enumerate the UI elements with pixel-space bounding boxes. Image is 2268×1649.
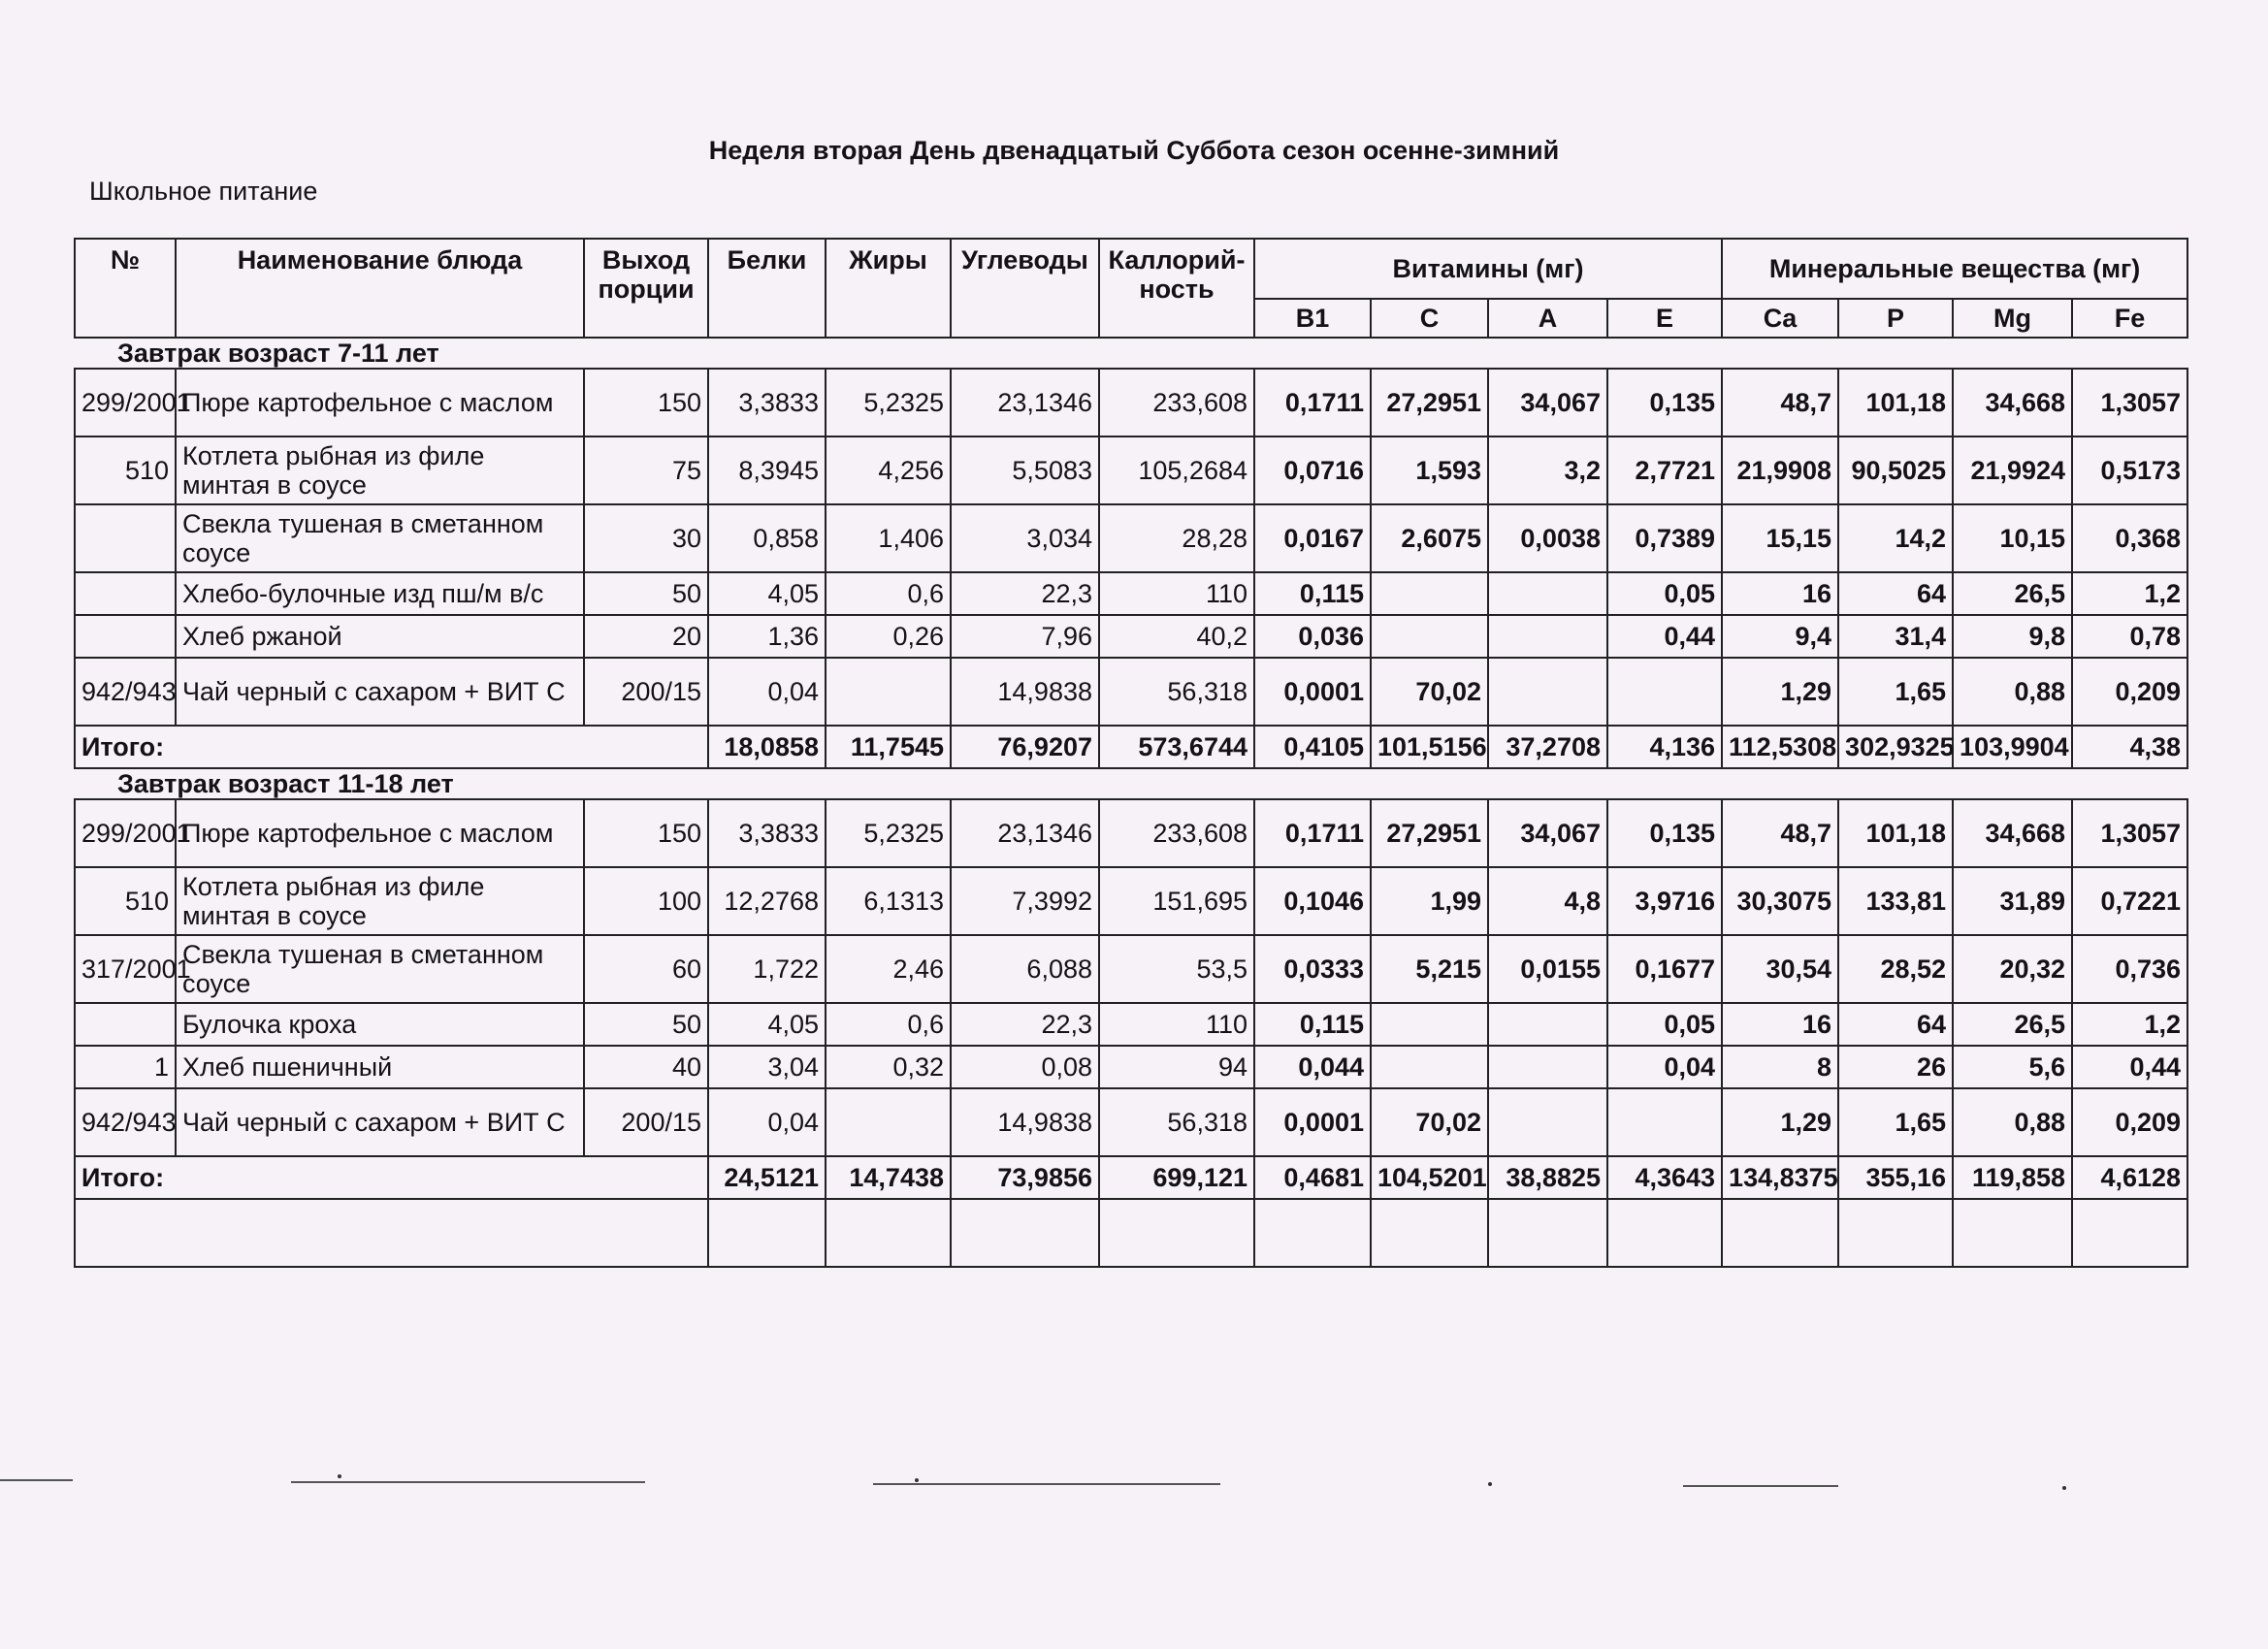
cell-mg: 26,5 xyxy=(1953,1003,2072,1046)
total-a: 38,8825 xyxy=(1488,1156,1607,1199)
dish-number: 1 xyxy=(75,1046,176,1088)
cell-p: 64 xyxy=(1838,1003,1953,1046)
cell-fe: 0,44 xyxy=(2072,1046,2187,1088)
cell-fe: 0,209 xyxy=(2072,658,2187,726)
cell-kcal: 110 xyxy=(1099,572,1254,615)
cell-fat: 1,406 xyxy=(826,504,951,572)
dish-name: Свекла тушеная в сметанном соусе xyxy=(176,504,584,572)
cell-fe: 0,7221 xyxy=(2072,867,2187,935)
cell-e xyxy=(1607,658,1722,726)
cell-e: 0,44 xyxy=(1607,615,1722,658)
cell-carbs: 22,3 xyxy=(951,572,1099,615)
cell-a xyxy=(1488,572,1607,615)
cell-fe: 0,78 xyxy=(2072,615,2187,658)
cell-portion: 30 xyxy=(584,504,708,572)
header-fat: Жиры xyxy=(826,239,951,338)
dish-number: 317/2001 xyxy=(75,935,176,1003)
cell-ca: 1,29 xyxy=(1722,1088,1838,1156)
cell-portion: 100 xyxy=(584,867,708,935)
cell-c: 27,2951 xyxy=(1371,799,1488,867)
header-mg: Mg xyxy=(1953,299,2072,338)
cell-ca: 21,9908 xyxy=(1722,436,1838,504)
cell-b1: 0,0333 xyxy=(1254,935,1371,1003)
header-vitamins: Витамины (мг) xyxy=(1254,239,1722,299)
cell-carbs: 23,1346 xyxy=(951,369,1099,436)
cell-c: 70,02 xyxy=(1371,658,1488,726)
dish-name: Пюре картофельное с маслом xyxy=(176,369,584,436)
cell-e: 0,04 xyxy=(1607,1046,1722,1088)
total-label: Итого: xyxy=(75,1156,708,1199)
scan-line xyxy=(0,1479,73,1481)
scan-line xyxy=(1683,1485,1838,1487)
cell-protein: 0,04 xyxy=(708,1088,826,1156)
cell-carbs: 3,034 xyxy=(951,504,1099,572)
cell-protein: 0,858 xyxy=(708,504,826,572)
cell-e: 0,05 xyxy=(1607,572,1722,615)
cell-b1: 0,1711 xyxy=(1254,369,1371,436)
scan-line xyxy=(873,1483,1220,1485)
cell-b1: 0,0001 xyxy=(1254,1088,1371,1156)
header-carbs: Углеводы xyxy=(951,239,1099,338)
cell-carbs: 5,5083 xyxy=(951,436,1099,504)
cell-fe: 0,209 xyxy=(2072,1088,2187,1156)
dish-number xyxy=(75,572,176,615)
cell-c: 2,6075 xyxy=(1371,504,1488,572)
total-c: 101,5156 xyxy=(1371,726,1488,768)
cell-kcal: 110 xyxy=(1099,1003,1254,1046)
cell-e: 0,135 xyxy=(1607,369,1722,436)
total-ca: 112,5308 xyxy=(1722,726,1838,768)
empty-cell xyxy=(2072,1199,2187,1267)
total-protein: 24,5121 xyxy=(708,1156,826,1199)
cell-p: 26 xyxy=(1838,1046,1953,1088)
cell-b1: 0,0167 xyxy=(1254,504,1371,572)
cell-b1: 0,0716 xyxy=(1254,436,1371,504)
cell-mg: 5,6 xyxy=(1953,1046,2072,1088)
cell-protein: 1,36 xyxy=(708,615,826,658)
cell-p: 1,65 xyxy=(1838,658,1953,726)
cell-mg: 0,88 xyxy=(1953,1088,2072,1156)
section-row xyxy=(75,768,2187,799)
cell-ca: 9,4 xyxy=(1722,615,1838,658)
cell-a xyxy=(1488,658,1607,726)
cell-fat: 5,2325 xyxy=(826,369,951,436)
empty-cell xyxy=(1488,1199,1607,1267)
cell-fat: 0,26 xyxy=(826,615,951,658)
cell-carbs: 0,08 xyxy=(951,1046,1099,1088)
cell-mg: 34,668 xyxy=(1953,799,2072,867)
table-row xyxy=(75,799,2187,867)
cell-mg: 34,668 xyxy=(1953,369,2072,436)
cell-b1: 0,1711 xyxy=(1254,799,1371,867)
header-ca: Ca xyxy=(1722,299,1838,338)
cell-c: 5,215 xyxy=(1371,935,1488,1003)
cell-kcal: 233,608 xyxy=(1099,369,1254,436)
cell-p: 64 xyxy=(1838,572,1953,615)
header-row xyxy=(75,239,2187,299)
empty-cell xyxy=(708,1199,826,1267)
total-carbs: 73,9856 xyxy=(951,1156,1099,1199)
total-fat: 14,7438 xyxy=(826,1156,951,1199)
total-kcal: 699,121 xyxy=(1099,1156,1254,1199)
cell-b1: 0,115 xyxy=(1254,1003,1371,1046)
cell-ca: 8 xyxy=(1722,1046,1838,1088)
empty-cell xyxy=(1254,1199,1371,1267)
cell-carbs: 23,1346 xyxy=(951,799,1099,867)
total-c: 104,5201 xyxy=(1371,1156,1488,1199)
total-ca: 134,8375 xyxy=(1722,1156,1838,1199)
total-kcal: 573,6744 xyxy=(1099,726,1254,768)
cell-protein: 4,05 xyxy=(708,572,826,615)
cell-kcal: 40,2 xyxy=(1099,615,1254,658)
cell-ca: 48,7 xyxy=(1722,799,1838,867)
empty-row xyxy=(75,1199,2187,1267)
cell-p: 101,18 xyxy=(1838,369,1953,436)
cell-portion: 20 xyxy=(584,615,708,658)
total-mg: 119,858 xyxy=(1953,1156,2072,1199)
dish-number xyxy=(75,615,176,658)
cell-portion: 40 xyxy=(584,1046,708,1088)
cell-a: 4,8 xyxy=(1488,867,1607,935)
total-fe: 4,38 xyxy=(2072,726,2187,768)
table-body xyxy=(75,338,2187,1267)
cell-e: 2,7721 xyxy=(1607,436,1722,504)
dish-name: Пюре картофельное с маслом xyxy=(176,799,584,867)
dish-number: 299/2001 xyxy=(75,799,176,867)
cell-b1: 0,0001 xyxy=(1254,658,1371,726)
dish-name: Чай черный с сахаром + ВИТ С xyxy=(176,1088,584,1156)
cell-fat xyxy=(826,1088,951,1156)
cell-fat: 0,32 xyxy=(826,1046,951,1088)
header-a: A xyxy=(1488,299,1607,338)
cell-a: 34,067 xyxy=(1488,799,1607,867)
cell-ca: 16 xyxy=(1722,1003,1838,1046)
cell-b1: 0,044 xyxy=(1254,1046,1371,1088)
table-row xyxy=(75,935,2187,1003)
cell-b1: 0,036 xyxy=(1254,615,1371,658)
cell-carbs: 14,9838 xyxy=(951,658,1099,726)
cell-ca: 48,7 xyxy=(1722,369,1838,436)
dish-number: 942/943 xyxy=(75,658,176,726)
cell-carbs: 22,3 xyxy=(951,1003,1099,1046)
cell-a: 34,067 xyxy=(1488,369,1607,436)
cell-protein: 4,05 xyxy=(708,1003,826,1046)
cell-carbs: 14,9838 xyxy=(951,1088,1099,1156)
cell-c xyxy=(1371,572,1488,615)
header-minerals: Минеральные вещества (мг) xyxy=(1722,239,2187,299)
table-row xyxy=(75,867,2187,935)
dish-name: Котлета рыбная из филе минтая в соусе xyxy=(176,867,584,935)
cell-fe: 0,736 xyxy=(2072,935,2187,1003)
cell-a: 0,0038 xyxy=(1488,504,1607,572)
total-e: 4,3643 xyxy=(1607,1156,1722,1199)
cell-fe: 1,2 xyxy=(2072,1003,2187,1046)
total-row xyxy=(75,726,2187,768)
cell-fe: 1,3057 xyxy=(2072,799,2187,867)
cell-fe: 0,368 xyxy=(2072,504,2187,572)
table-row xyxy=(75,572,2187,615)
dish-name: Хлебо-булочные изд пш/м в/с xyxy=(176,572,584,615)
scan-dot xyxy=(915,1478,919,1482)
cell-ca: 30,54 xyxy=(1722,935,1838,1003)
empty-cell xyxy=(1099,1199,1254,1267)
cell-kcal: 105,2684 xyxy=(1099,436,1254,504)
header-b1: B1 xyxy=(1254,299,1371,338)
header-portion: Выход порции xyxy=(584,239,708,338)
cell-kcal: 56,318 xyxy=(1099,1088,1254,1156)
dish-name: Булочка кроха xyxy=(176,1003,584,1046)
dish-number xyxy=(75,504,176,572)
cell-portion: 75 xyxy=(584,436,708,504)
cell-fat: 0,6 xyxy=(826,572,951,615)
dish-number: 510 xyxy=(75,867,176,935)
cell-e: 3,9716 xyxy=(1607,867,1722,935)
empty-cell xyxy=(951,1199,1099,1267)
section-row xyxy=(75,338,2187,369)
table-row xyxy=(75,658,2187,726)
cell-fat: 5,2325 xyxy=(826,799,951,867)
cell-e: 0,1677 xyxy=(1607,935,1722,1003)
cell-fat: 6,1313 xyxy=(826,867,951,935)
cell-c xyxy=(1371,1046,1488,1088)
cell-protein: 1,722 xyxy=(708,935,826,1003)
cell-c xyxy=(1371,615,1488,658)
dish-number: 299/2001 xyxy=(75,369,176,436)
nutrition-table xyxy=(74,238,2188,1268)
scan-line xyxy=(291,1481,645,1483)
cell-mg: 26,5 xyxy=(1953,572,2072,615)
scan-dot xyxy=(1488,1482,1492,1486)
cell-fat xyxy=(826,658,951,726)
cell-portion: 200/15 xyxy=(584,658,708,726)
cell-e: 0,7389 xyxy=(1607,504,1722,572)
total-b1: 0,4105 xyxy=(1254,726,1371,768)
header-protein: Белки xyxy=(708,239,826,338)
dish-number: 942/943 xyxy=(75,1088,176,1156)
cell-a: 3,2 xyxy=(1488,436,1607,504)
cell-kcal: 233,608 xyxy=(1099,799,1254,867)
cell-e: 0,135 xyxy=(1607,799,1722,867)
cell-carbs: 6,088 xyxy=(951,935,1099,1003)
table-row xyxy=(75,615,2187,658)
header-e: E xyxy=(1607,299,1722,338)
cell-p: 1,65 xyxy=(1838,1088,1953,1156)
table-row xyxy=(75,436,2187,504)
cell-p: 31,4 xyxy=(1838,615,1953,658)
empty-cell xyxy=(1953,1199,2072,1267)
table-row xyxy=(75,369,2187,436)
empty-cell xyxy=(1722,1199,1838,1267)
cell-portion: 50 xyxy=(584,1003,708,1046)
header-c: C xyxy=(1371,299,1488,338)
dish-name: Свекла тушеная в сметанном соусе xyxy=(176,935,584,1003)
cell-b1: 0,115 xyxy=(1254,572,1371,615)
cell-fe: 1,3057 xyxy=(2072,369,2187,436)
header-p: P xyxy=(1838,299,1953,338)
total-label: Итого: xyxy=(75,726,708,768)
cell-c xyxy=(1371,1003,1488,1046)
total-mg: 103,9904 xyxy=(1953,726,2072,768)
cell-ca: 16 xyxy=(1722,572,1838,615)
cell-p: 28,52 xyxy=(1838,935,1953,1003)
total-e: 4,136 xyxy=(1607,726,1722,768)
cell-protein: 8,3945 xyxy=(708,436,826,504)
cell-kcal: 151,695 xyxy=(1099,867,1254,935)
header-calories: Каллорий-ность xyxy=(1099,239,1254,338)
cell-e: 0,05 xyxy=(1607,1003,1722,1046)
cell-kcal: 53,5 xyxy=(1099,935,1254,1003)
cell-protein: 3,3833 xyxy=(708,799,826,867)
cell-mg: 31,89 xyxy=(1953,867,2072,935)
total-fat: 11,7545 xyxy=(826,726,951,768)
cell-p: 14,2 xyxy=(1838,504,1953,572)
cell-e xyxy=(1607,1088,1722,1156)
section-title: Завтрак возраст 7-11 лет xyxy=(75,338,2187,369)
cell-ca: 30,3075 xyxy=(1722,867,1838,935)
dish-name: Хлеб ржаной xyxy=(176,615,584,658)
table-row xyxy=(75,1003,2187,1046)
cell-mg: 10,15 xyxy=(1953,504,2072,572)
cell-protein: 12,2768 xyxy=(708,867,826,935)
header-fe: Fe xyxy=(2072,299,2187,338)
cell-p: 101,18 xyxy=(1838,799,1953,867)
cell-ca: 15,15 xyxy=(1722,504,1838,572)
cell-c: 1,593 xyxy=(1371,436,1488,504)
total-p: 355,16 xyxy=(1838,1156,1953,1199)
dish-name: Чай черный с сахаром + ВИТ С xyxy=(176,658,584,726)
cell-mg: 21,9924 xyxy=(1953,436,2072,504)
dish-number: 510 xyxy=(75,436,176,504)
cell-mg: 9,8 xyxy=(1953,615,2072,658)
section-title: Завтрак возраст 11-18 лет xyxy=(75,768,2187,799)
page-title: Неделя вторая День двенадцатый Суббота сезон осенне-зимний xyxy=(708,136,1560,165)
cell-p: 90,5025 xyxy=(1838,436,1953,504)
total-fe: 4,6128 xyxy=(2072,1156,2187,1199)
empty-cell xyxy=(1607,1199,1722,1267)
cell-protein: 3,3833 xyxy=(708,369,826,436)
table-row xyxy=(75,1046,2187,1088)
page-subtitle: Школьное питание xyxy=(89,177,318,206)
cell-a: 0,0155 xyxy=(1488,935,1607,1003)
cell-fe: 0,5173 xyxy=(2072,436,2187,504)
cell-a xyxy=(1488,1003,1607,1046)
scan-dot xyxy=(338,1474,341,1478)
empty-cell xyxy=(1371,1199,1488,1267)
cell-portion: 50 xyxy=(584,572,708,615)
total-p: 302,9325 xyxy=(1838,726,1953,768)
cell-mg: 0,88 xyxy=(1953,658,2072,726)
cell-portion: 200/15 xyxy=(584,1088,708,1156)
cell-a xyxy=(1488,1088,1607,1156)
empty-cell xyxy=(826,1199,951,1267)
cell-protein: 3,04 xyxy=(708,1046,826,1088)
cell-c: 27,2951 xyxy=(1371,369,1488,436)
cell-a xyxy=(1488,1046,1607,1088)
cell-c: 1,99 xyxy=(1371,867,1488,935)
cell-kcal: 56,318 xyxy=(1099,658,1254,726)
dish-name: Хлеб пшеничный xyxy=(176,1046,584,1088)
cell-portion: 60 xyxy=(584,935,708,1003)
cell-kcal: 94 xyxy=(1099,1046,1254,1088)
total-b1: 0,4681 xyxy=(1254,1156,1371,1199)
cell-a xyxy=(1488,615,1607,658)
cell-mg: 20,32 xyxy=(1953,935,2072,1003)
table-row xyxy=(75,1088,2187,1156)
total-carbs: 76,9207 xyxy=(951,726,1099,768)
total-a: 37,2708 xyxy=(1488,726,1607,768)
empty-cell xyxy=(75,1199,708,1267)
scan-dot xyxy=(2062,1486,2066,1490)
cell-protein: 0,04 xyxy=(708,658,826,726)
header-num: № xyxy=(75,239,176,338)
cell-c: 70,02 xyxy=(1371,1088,1488,1156)
cell-ca: 1,29 xyxy=(1722,658,1838,726)
cell-carbs: 7,96 xyxy=(951,615,1099,658)
cell-fat: 4,256 xyxy=(826,436,951,504)
cell-fe: 1,2 xyxy=(2072,572,2187,615)
cell-p: 133,81 xyxy=(1838,867,1953,935)
total-row xyxy=(75,1156,2187,1199)
cell-portion: 150 xyxy=(584,799,708,867)
total-protein: 18,0858 xyxy=(708,726,826,768)
cell-carbs: 7,3992 xyxy=(951,867,1099,935)
dish-number xyxy=(75,1003,176,1046)
cell-fat: 2,46 xyxy=(826,935,951,1003)
header-name: Наименование блюда xyxy=(176,239,584,338)
cell-kcal: 28,28 xyxy=(1099,504,1254,572)
cell-fat: 0,6 xyxy=(826,1003,951,1046)
cell-b1: 0,1046 xyxy=(1254,867,1371,935)
cell-portion: 150 xyxy=(584,369,708,436)
table-row xyxy=(75,504,2187,572)
empty-cell xyxy=(1838,1199,1953,1267)
dish-name: Котлета рыбная из филе минтая в соусе xyxy=(176,436,584,504)
